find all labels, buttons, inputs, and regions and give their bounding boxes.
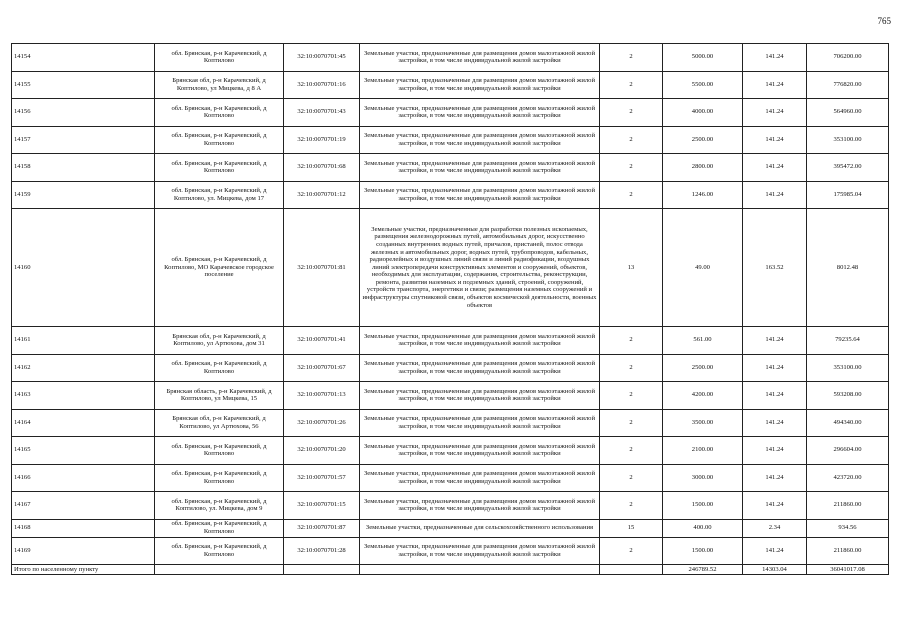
- row-number: 14165: [12, 437, 155, 465]
- row-rate: 141.24: [743, 382, 807, 410]
- row-use-code: 2: [600, 382, 663, 410]
- row-land-use: Земельные участки, предназначенные для размещения домов малоэтажной жилой застройки, в том числе индивидуальной жилой застройки: [360, 126, 600, 154]
- row-rate: 141.24: [743, 126, 807, 154]
- row-cadastral-value: 175985.04: [807, 181, 889, 209]
- row-land-use: Земельные участки, предназначенные для размещения домов малоэтажной жилой застройки, в том числе индивидуальной жилой застройки: [360, 99, 600, 127]
- row-land-use: Земельные участки, предназначенные для сельскохозяйственного использования: [360, 519, 600, 537]
- row-area: 400.00: [663, 519, 743, 537]
- row-rate: 141.24: [743, 464, 807, 492]
- row-land-use: Земельные участки, предназначенные для размещения домов малоэтажной жилой застройки, в том числе индивидуальной жилой застройки: [360, 492, 600, 520]
- row-rate: 2.34: [743, 519, 807, 537]
- row-area: 4200.00: [663, 382, 743, 410]
- row-area: 2100.00: [663, 437, 743, 465]
- row-cadastral-value: 211860.00: [807, 492, 889, 520]
- row-use-code: 2: [600, 464, 663, 492]
- table-row: [12, 154, 889, 182]
- row-area: 4000.00: [663, 99, 743, 127]
- row-cadastral-number: 32:10:0070701:12: [284, 181, 360, 209]
- row-address: Брянская обл, р-н Карачевский, д Коптилово, ул Артюхова, дом 31: [155, 327, 284, 355]
- row-number: 14160: [12, 209, 155, 327]
- row-use-code: 2: [600, 126, 663, 154]
- land-cadastral-table: [11, 43, 889, 575]
- row-cadastral-number: 32:10:0070701:16: [284, 71, 360, 99]
- row-cadastral-number: 32:10:0070701:57: [284, 464, 360, 492]
- row-number: 14155: [12, 71, 155, 99]
- row-use-code: 13: [600, 209, 663, 327]
- row-rate: 141.24: [743, 354, 807, 382]
- row-address: обл. Брянская, р-н Карачевский, д Коптилово: [155, 437, 284, 465]
- row-area: 3500.00: [663, 409, 743, 437]
- row-use-code: 2: [600, 154, 663, 182]
- row-cadastral-number: 32:10:0070701:28: [284, 537, 360, 565]
- row-use-code: 2: [600, 409, 663, 437]
- table-row: [12, 519, 889, 537]
- row-area: 1246.00: [663, 181, 743, 209]
- total-value: 36041017.08: [807, 565, 889, 575]
- row-rate: 141.24: [743, 537, 807, 565]
- row-number: 14166: [12, 464, 155, 492]
- row-area: 1500.00: [663, 537, 743, 565]
- table-row: [12, 437, 889, 465]
- row-land-use: Земельные участки, предназначенные для разработки полезных ископаемых, размещения железнодорожных путей, автомобильных дорог, искусственно созданных внутренних водных путей, причалов, пристаней, полос отвода железных и автомобильных дорог, водных путей, трубопроводов, кабельных, радиорелейных и воздушных линий связи и линий радиофикации, воздушных линий электропередачи конструктивных элементов и сооружений, объектов, необходимых для эксплуатации, содержания, строительства, реконструкции, ремонта, развития наземных и подземных зданий, строений, сооружений, устройств транспорта, энергетики и связи; размещения наземных сооружений и инфраструктуры спутниковой связи, объектов космической деятельности, военных объектов: [360, 209, 600, 327]
- row-use-code: 2: [600, 327, 663, 355]
- row-land-use: Земельные участки, предназначенные для размещения домов малоэтажной жилой застройки, в том числе индивидуальной жилой застройки: [360, 409, 600, 437]
- total-empty-cell: [360, 565, 600, 575]
- row-number: 14162: [12, 354, 155, 382]
- row-rate: 163.52: [743, 209, 807, 327]
- row-address: обл. Брянская, р-н Карачевский, д Коптилово: [155, 537, 284, 565]
- row-cadastral-value: 296604.00: [807, 437, 889, 465]
- row-use-code: 2: [600, 44, 663, 72]
- row-rate: 141.24: [743, 492, 807, 520]
- row-area: 2800.00: [663, 154, 743, 182]
- row-use-code: 2: [600, 71, 663, 99]
- row-address: обл. Брянская, р-н Карачевский, д Коптилово: [155, 44, 284, 72]
- table-row: [12, 382, 889, 410]
- row-number: 14161: [12, 327, 155, 355]
- row-number: 14159: [12, 181, 155, 209]
- row-address: обл. Брянская, р-н Карачевский, д Коптилово: [155, 126, 284, 154]
- row-cadastral-number: 32:10:0070701:68: [284, 154, 360, 182]
- row-land-use: Земельные участки, предназначенные для размещения домов малоэтажной жилой застройки, в том числе индивидуальной жилой застройки: [360, 382, 600, 410]
- row-use-code: 2: [600, 537, 663, 565]
- row-number: 14156: [12, 99, 155, 127]
- row-use-code: 2: [600, 437, 663, 465]
- table-row: [12, 537, 889, 565]
- table-row: [12, 71, 889, 99]
- table-row: [12, 492, 889, 520]
- row-address: обл. Брянская, р-н Карачевский, д Коптилово, МО Карачевское городское поселение: [155, 209, 284, 327]
- row-cadastral-value: 353100.00: [807, 354, 889, 382]
- row-area: 3000.00: [663, 464, 743, 492]
- row-use-code: 2: [600, 181, 663, 209]
- row-area: 5500.00: [663, 71, 743, 99]
- row-address: обл. Брянская, р-н Карачевский, д Коптилово: [155, 464, 284, 492]
- row-cadastral-value: 776820.00: [807, 71, 889, 99]
- total-empty-cell: [600, 565, 663, 575]
- row-rate: 141.24: [743, 409, 807, 437]
- row-rate: 141.24: [743, 154, 807, 182]
- row-address: обл. Брянская, р-н Карачевский, д Коптилово: [155, 154, 284, 182]
- row-use-code: 2: [600, 492, 663, 520]
- table-body: [12, 44, 889, 565]
- row-address: Брянская обл, р-н Карачевский, д Коптилово, ул Артюхова, 56: [155, 409, 284, 437]
- row-cadastral-value: 934.56: [807, 519, 889, 537]
- row-address: обл. Брянская, р-н Карачевский, д Коптилово: [155, 354, 284, 382]
- row-land-use: Земельные участки, предназначенные для размещения домов малоэтажной жилой застройки, в том числе индивидуальной жилой застройки: [360, 354, 600, 382]
- row-area: 49.00: [663, 209, 743, 327]
- total-label: Итого по населенному пункту: [12, 565, 155, 575]
- row-area: 2500.00: [663, 354, 743, 382]
- table-row: [12, 181, 889, 209]
- table-row: [12, 44, 889, 72]
- row-area: 1500.00: [663, 492, 743, 520]
- row-address: Брянская обл, р-н Карачевский, д Коптилово, ул Мицкева, д 8 А: [155, 71, 284, 99]
- row-land-use: Земельные участки, предназначенные для размещения домов малоэтажной жилой застройки, в том числе индивидуальной жилой застройки: [360, 154, 600, 182]
- table-row: [12, 327, 889, 355]
- row-number: 14158: [12, 154, 155, 182]
- total-empty-cell: [155, 565, 284, 575]
- row-cadastral-value: 564960.00: [807, 99, 889, 127]
- table-row: [12, 99, 889, 127]
- row-number: 14167: [12, 492, 155, 520]
- total-row: [12, 565, 889, 575]
- page-number: 765: [877, 16, 891, 26]
- row-number: 14168: [12, 519, 155, 537]
- row-cadastral-value: 423720.00: [807, 464, 889, 492]
- row-use-code: 2: [600, 99, 663, 127]
- row-area: 5000.00: [663, 44, 743, 72]
- row-cadastral-number: 32:10:0070701:67: [284, 354, 360, 382]
- total-rate: 14303.04: [743, 565, 807, 575]
- row-address: обл. Брянская, р-н Карачевский, д Коптилово, ул. Мицкева, дом 17: [155, 181, 284, 209]
- row-land-use: Земельные участки, предназначенные для размещения домов малоэтажной жилой застройки, в том числе индивидуальной жилой застройки: [360, 327, 600, 355]
- row-land-use: Земельные участки, предназначенные для размещения домов малоэтажной жилой застройки, в том числе индивидуальной жилой застройки: [360, 437, 600, 465]
- row-rate: 141.24: [743, 44, 807, 72]
- row-land-use: Земельные участки, предназначенные для размещения домов малоэтажной жилой застройки, в том числе индивидуальной жилой застройки: [360, 464, 600, 492]
- row-rate: 141.24: [743, 71, 807, 99]
- row-address: обл. Брянская, р-н Карачевский, д Коптилово: [155, 99, 284, 127]
- row-rate: 141.24: [743, 437, 807, 465]
- row-cadastral-number: 32:10:0070701:41: [284, 327, 360, 355]
- row-number: 14164: [12, 409, 155, 437]
- row-cadastral-number: 32:10:0070701:87: [284, 519, 360, 537]
- row-cadastral-value: 494340.00: [807, 409, 889, 437]
- row-use-code: 2: [600, 354, 663, 382]
- row-cadastral-value: 79235.64: [807, 327, 889, 355]
- table-row: [12, 126, 889, 154]
- row-cadastral-number: 32:10:0070701:15: [284, 492, 360, 520]
- total-empty-cell: [284, 565, 360, 575]
- row-land-use: Земельные участки, предназначенные для размещения домов малоэтажной жилой застройки, в том числе индивидуальной жилой застройки: [360, 71, 600, 99]
- row-cadastral-number: 32:10:0070701:13: [284, 382, 360, 410]
- row-area: 561.00: [663, 327, 743, 355]
- row-cadastral-value: 211860.00: [807, 537, 889, 565]
- row-land-use: Земельные участки, предназначенные для размещения домов малоэтажной жилой застройки, в том числе индивидуальной жилой застройки: [360, 537, 600, 565]
- row-land-use: Земельные участки, предназначенные для размещения домов малоэтажной жилой застройки, в том числе индивидуальной жилой застройки: [360, 181, 600, 209]
- row-number: 14154: [12, 44, 155, 72]
- row-address: обл. Брянская, р-н Карачевский, д Коптилово: [155, 519, 284, 537]
- row-rate: 141.24: [743, 181, 807, 209]
- row-address: обл. Брянская, р-н Карачевский, д Коптилово, ул. Мицкева, дом 9: [155, 492, 284, 520]
- table-row: [12, 354, 889, 382]
- row-cadastral-number: 32:10:0070701:26: [284, 409, 360, 437]
- row-rate: 141.24: [743, 99, 807, 127]
- row-land-use: Земельные участки, предназначенные для размещения домов малоэтажной жилой застройки, в том числе индивидуальной жилой застройки: [360, 44, 600, 72]
- total-area: 246789.52: [663, 565, 743, 575]
- row-cadastral-value: 593208.00: [807, 382, 889, 410]
- row-cadastral-number: 32:10:0070701:45: [284, 44, 360, 72]
- row-cadastral-number: 32:10:0070701:19: [284, 126, 360, 154]
- row-number: 14157: [12, 126, 155, 154]
- table-row: [12, 209, 889, 327]
- row-cadastral-value: 395472.00: [807, 154, 889, 182]
- row-cadastral-number: 32:10:0070701:81: [284, 209, 360, 327]
- table-row: [12, 464, 889, 492]
- row-cadastral-value: 8012.48: [807, 209, 889, 327]
- row-rate: 141.24: [743, 327, 807, 355]
- row-cadastral-number: 32:10:0070701:43: [284, 99, 360, 127]
- row-use-code: 15: [600, 519, 663, 537]
- table-row: [12, 409, 889, 437]
- row-cadastral-number: 32:10:0070701:20: [284, 437, 360, 465]
- row-area: 2500.00: [663, 126, 743, 154]
- row-cadastral-value: 706200.00: [807, 44, 889, 72]
- row-number: 14169: [12, 537, 155, 565]
- row-cadastral-value: 353100.00: [807, 126, 889, 154]
- row-number: 14163: [12, 382, 155, 410]
- row-address: Брянская область, р-н Карачевский, д Коптилово, ул Мицкева, 15: [155, 382, 284, 410]
